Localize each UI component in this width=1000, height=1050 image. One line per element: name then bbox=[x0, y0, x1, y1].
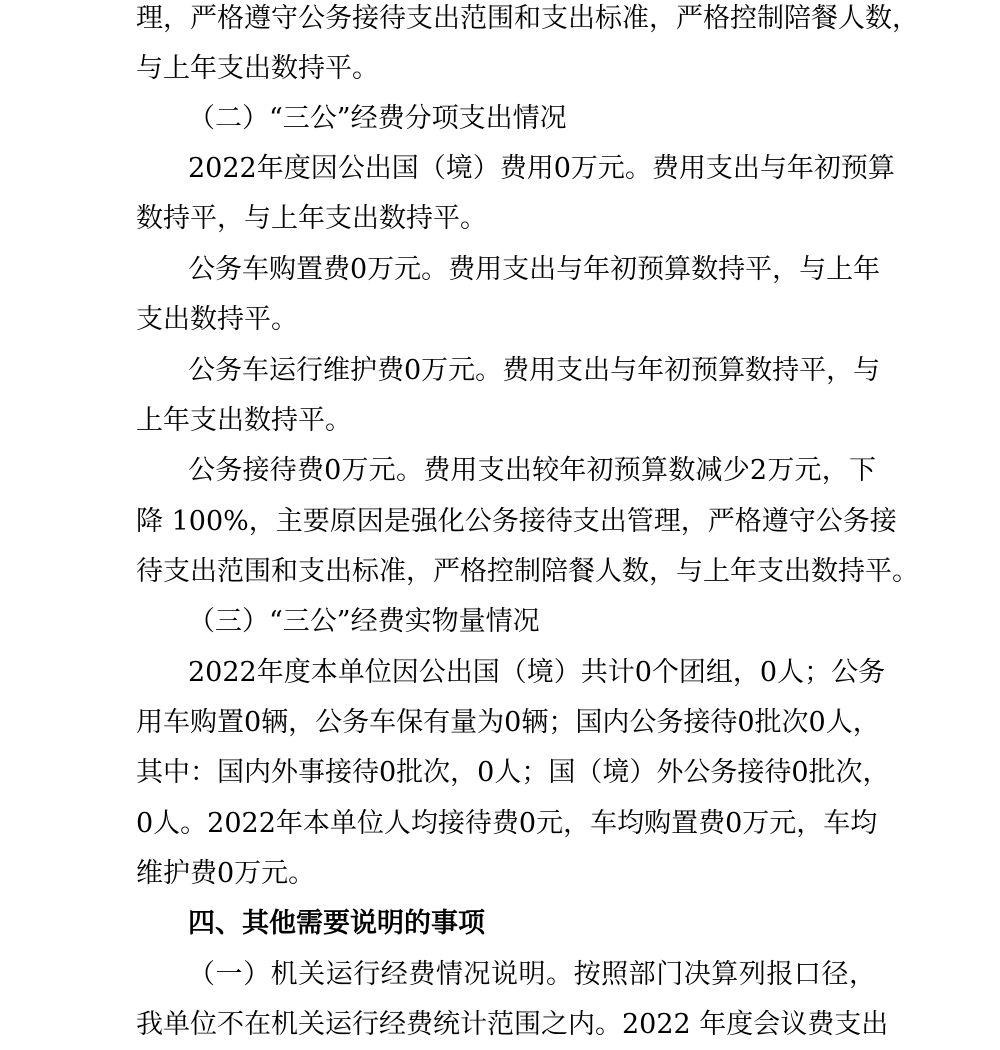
section-heading-three: （三）“三公”经费实物量情况 bbox=[188, 606, 540, 637]
text-line-11: 降 100%，主要原因是强化公务接待支出管理，严格遵守公务接 bbox=[136, 506, 897, 537]
text-line-5: 数持平，与上年支出数持平。 bbox=[136, 203, 487, 234]
text-line-21: 我单位不在机关运行经费统计范围之内。2022 年度会议费支出 bbox=[136, 1009, 889, 1040]
text-line-15: 用车购置0辆，公务车保有量为0辆；国内公务接待0批次0人， bbox=[136, 707, 880, 738]
text-line-9: 上年支出数持平。 bbox=[136, 405, 352, 436]
text-line-2: 与上年支出数持平。 bbox=[136, 53, 379, 84]
text-line-4: 2022年度因公出国（境）费用0万元。费用支出与年初预算 bbox=[188, 153, 895, 184]
text-line-16: 其中：国内外事接待0批次，0人；国（境）外公务接待0批次， bbox=[136, 757, 890, 788]
text-line-18: 维护费0万元。 bbox=[136, 858, 316, 889]
text-line-12: 待支出范围和支出标准，严格控制陪餐人数，与上年支出数持平。 bbox=[136, 556, 919, 587]
text-line-20: （一）机关运行经费情况说明。按照部门决算列报口径， bbox=[188, 959, 876, 990]
section-heading-two: （二）“三公”经费分项支出情况 bbox=[188, 103, 567, 134]
text-line-7: 支出数持平。 bbox=[136, 304, 298, 335]
text-line-14: 2022年度本单位因公出国（境）共计0个团组，0人；公务 bbox=[188, 657, 886, 688]
text-line-8: 公务车运行维护费0万元。费用支出与年初预算数持平，与 bbox=[188, 355, 881, 386]
section-heading-four: 四、其他需要说明的事项 bbox=[188, 908, 485, 939]
text-line-10: 公务接待费0万元。费用支出较年初预算数减少2万元，下 bbox=[188, 455, 876, 486]
text-line-1: 理，严格遵守公务接待支出范围和支出标准，严格控制陪餐人数， bbox=[136, 3, 919, 34]
text-line-17: 0人。2022年本单位人均接待费0元，车均购置费0万元，车均 bbox=[136, 808, 878, 839]
text-line-6: 公务车购置费0万元。费用支出与年初预算数持平，与上年 bbox=[188, 254, 881, 285]
